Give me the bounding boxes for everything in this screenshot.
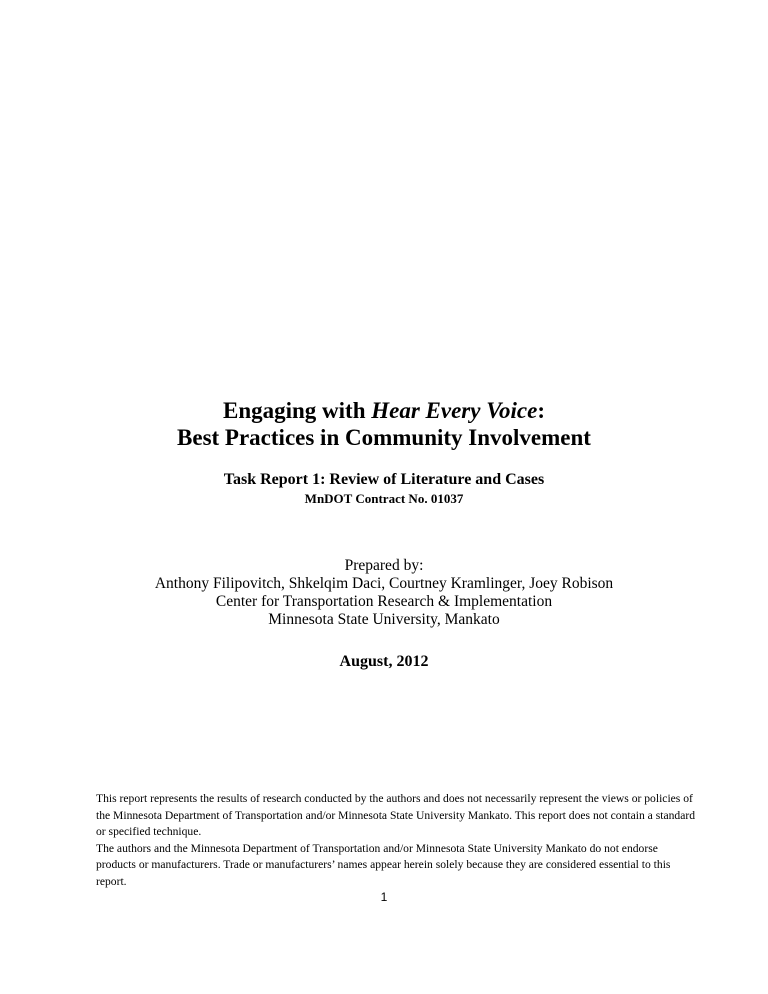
- contract-number: MnDOT Contract No. 01037: [304, 491, 464, 506]
- university-line: Minnesota State University, Mankato: [268, 611, 500, 628]
- title-suffix: :: [537, 398, 545, 423]
- page-number: 1: [380, 890, 388, 904]
- report-title-line-1: [0, 398, 768, 424]
- disclaimer-paragraph-1: This report represents the results of research conducted by the authors and does not necessarily represent the views or policies of the Minnesota Department of Transportation and/or Minnesota State University Mankato. This report does not contain a standard or specified technique.: [96, 792, 696, 838]
- disclaimer-paragraph-2: The authors and the Minnesota Department of Transportation and/or Minnesota State University Mankato do not endorse products or manufacturers. Trade or manufacturers’ names appear herein solely because they are considered essential to this report.: [96, 841, 671, 888]
- disclaimer: [96, 791, 696, 890]
- report-subtitle: Task Report 1: Review of Literature and Cases: [223, 471, 545, 488]
- center-line: Center for Transportation Research & Implementation: [215, 593, 553, 610]
- report-date: August, 2012: [339, 653, 429, 670]
- prepared-by-label: Prepared by:: [344, 557, 424, 574]
- title-prefix: Engaging with: [222, 398, 372, 423]
- title-emphasis: Hear Every Voice: [371, 398, 538, 423]
- authors-line: Anthony Filipovitch, Shkelqim Daci, Courtney Kramlinger, Joey Robison: [154, 575, 614, 592]
- report-title-line-2: Best Practices in Community Involvement: [177, 425, 591, 450]
